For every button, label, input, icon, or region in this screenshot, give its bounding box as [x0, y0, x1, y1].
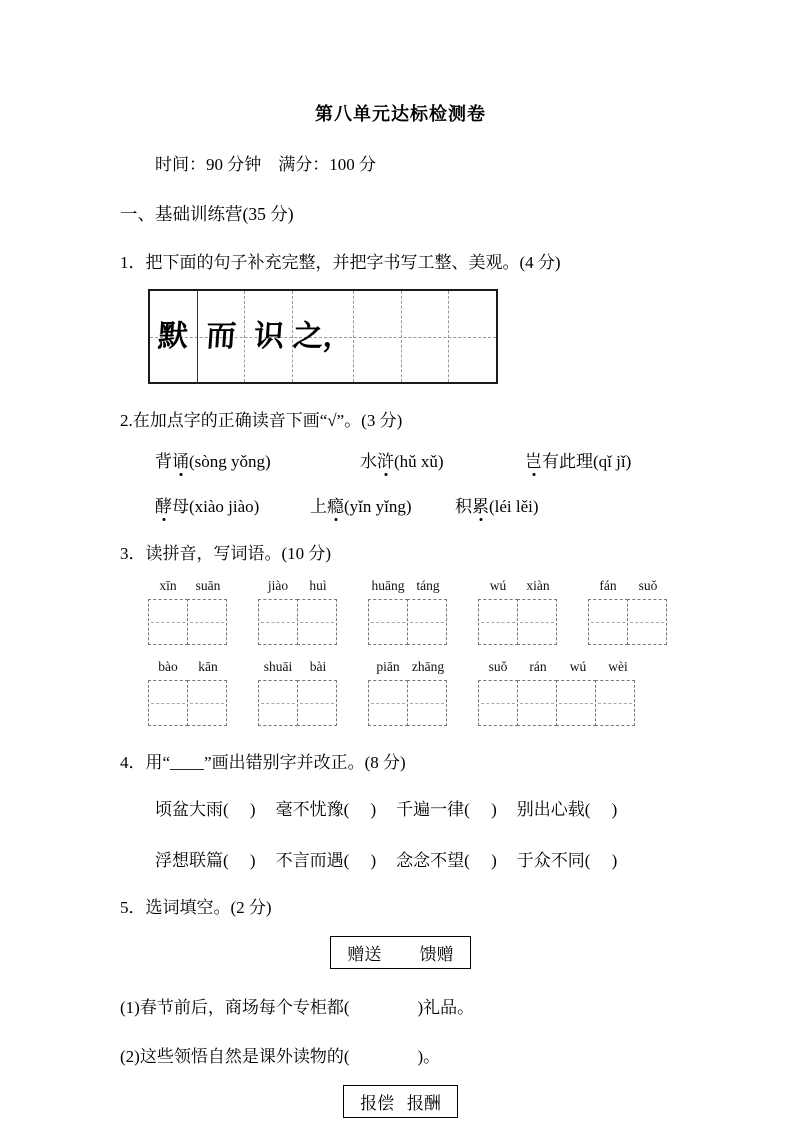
writing-cell — [150, 291, 197, 382]
writing-cell — [517, 599, 557, 645]
word-text: 有此理 — [542, 452, 593, 471]
pinyin-syllable: piān — [376, 659, 400, 674]
q4-error-word: 浮想联篇( ) — [155, 851, 256, 870]
pinyin-syllable: wú — [489, 578, 507, 593]
q4-row-2 — [120, 846, 681, 871]
writing-cell — [401, 291, 449, 382]
page-title: 第八单元达标检测卷 — [315, 104, 486, 124]
handwritten-character: 而 — [204, 318, 238, 354]
dotted-character: 酵 — [155, 492, 172, 517]
writing-cell — [197, 291, 245, 382]
pinyin-word-group — [258, 578, 338, 645]
handwritten-character: 默 — [157, 318, 190, 354]
dotted-character: 诵 — [172, 447, 189, 472]
q2-word-item — [360, 447, 525, 472]
word-text: 上 — [310, 497, 327, 516]
writing-cell — [407, 599, 447, 645]
pinyin-syllable: xiàn — [526, 578, 550, 593]
writing-cell — [244, 291, 292, 382]
handwritten-character: 之， — [291, 318, 355, 354]
pinyin-word-group — [148, 659, 228, 726]
pinyin-word-group — [148, 578, 228, 645]
q4-error-word: 顷盆大雨( ) — [155, 800, 256, 819]
pinyin-syllable: bài — [309, 659, 327, 674]
pinyin-syllable: jiào — [267, 578, 289, 593]
section-heading: 一、基础训练营(35 分) — [120, 204, 294, 224]
word-text: 积 — [455, 497, 472, 516]
pinyin-syllable: bào — [158, 659, 178, 674]
writing-cell — [368, 599, 408, 645]
writing-cell — [353, 291, 401, 382]
q2-word-item — [155, 492, 310, 517]
pinyin-syllable: wèi — [608, 659, 628, 674]
pinyin-word-group — [588, 578, 668, 645]
writing-cell — [148, 599, 188, 645]
pinyin-syllable: kān — [198, 659, 218, 674]
writing-cell — [292, 291, 353, 382]
pinyin-word-group — [368, 659, 448, 726]
dotted-character: 瘾 — [327, 492, 344, 517]
pinyin-syllable: wú — [569, 659, 587, 674]
q2-word-item — [310, 492, 455, 517]
writing-cell — [258, 680, 298, 726]
q4-error-word: 别出心载( ) — [516, 800, 618, 819]
q5-line-1: (1)春节前后，商场每个专柜都( )礼品。 — [120, 998, 475, 1017]
q4-error-word: 毫不忧豫( ) — [275, 800, 377, 819]
pinyin-options: (léi lěi) — [489, 497, 539, 516]
pinyin-syllable: suān — [195, 578, 221, 593]
writing-cell — [148, 680, 188, 726]
writing-cell — [258, 599, 298, 645]
writing-cell — [588, 599, 628, 645]
q2-label: 2.在加点字的正确读音下画“√”。(3 分) — [120, 411, 403, 430]
writing-cell — [478, 680, 518, 726]
writing-cell — [187, 599, 227, 645]
q2-word-item — [525, 447, 631, 472]
q2-word-item — [155, 447, 360, 472]
q5-word-box-1: 赠送 馈赠 — [330, 936, 470, 969]
pinyin-options: (sòng yǒng) — [189, 452, 271, 471]
pinyin-word-group — [478, 578, 558, 645]
q2-row-1 — [120, 447, 681, 472]
pinyin-syllable: suǒ — [638, 578, 658, 593]
word-text: 背 — [155, 452, 172, 471]
writing-cell — [627, 599, 667, 645]
pinyin-syllable: suǒ — [488, 659, 508, 674]
q2-row-2 — [120, 492, 681, 517]
q4-error-word: 不言而遇( ) — [275, 851, 377, 870]
pinyin-options: (yǐn yǐng) — [344, 497, 412, 516]
writing-cell — [517, 680, 557, 726]
q3-label: 3．读拼音，写词语。(10 分) — [120, 544, 332, 563]
word-text: 水 — [360, 452, 377, 471]
writing-cell — [407, 680, 447, 726]
pinyin-syllable: rán — [529, 659, 547, 674]
q5-word-box-2: 报偿 报酬 — [343, 1085, 458, 1118]
writing-cell — [297, 680, 337, 726]
pinyin-syllable: zhāng — [411, 659, 445, 674]
q4-error-word: 于众不同( ) — [516, 851, 618, 870]
word-text: 母 — [172, 497, 189, 516]
writing-cell — [556, 680, 596, 726]
pinyin-options: (qǐ jǐ) — [593, 452, 632, 471]
pinyin-word-group — [478, 659, 638, 726]
q1-label: 1．把下面的句子补充完整，并把字书写工整、美观。(4 分) — [120, 253, 561, 272]
q1-writing-grid — [148, 289, 498, 384]
pinyin-options: (hǔ xǔ) — [394, 452, 444, 471]
handwritten-character: 识 — [252, 318, 285, 354]
q4-label: 4．用“____”画出错别字并改正。(8 分) — [120, 753, 406, 772]
pinyin-syllable: fán — [599, 578, 617, 593]
q4-error-word: 念念不望( ) — [396, 851, 497, 870]
pinyin-syllable: shuāi — [263, 659, 293, 674]
q2-word-item — [455, 492, 539, 517]
dotted-character: 累 — [472, 492, 489, 517]
q4-error-word: 千遍一律( ) — [396, 800, 497, 819]
q5-label: 5．选词填空。(2 分) — [120, 898, 272, 917]
exam-meta: 时间：90 分钟 满分：100 分 — [155, 155, 376, 174]
writing-cell — [595, 680, 635, 726]
q4-row-1 — [120, 795, 681, 820]
q5-line-2: (2)这些领悟自然是课外读物的( )。 — [120, 1047, 441, 1066]
writing-cell — [368, 680, 408, 726]
q3-row-2 — [120, 659, 681, 726]
pinyin-word-group — [368, 578, 448, 645]
dotted-character: 浒 — [377, 447, 394, 472]
pinyin-word-group — [258, 659, 338, 726]
q3-row-1 — [120, 578, 681, 645]
pinyin-syllable: táng — [416, 578, 440, 593]
pinyin-options: (xiào jiào) — [189, 497, 260, 516]
writing-cell — [187, 680, 227, 726]
pinyin-syllable: xīn — [159, 578, 177, 593]
dotted-character: 岂 — [525, 447, 542, 472]
pinyin-syllable: huāng — [371, 578, 405, 593]
writing-cell — [448, 291, 496, 382]
writing-cell — [478, 599, 518, 645]
pinyin-syllable: huì — [309, 578, 327, 593]
writing-cell — [297, 599, 337, 645]
